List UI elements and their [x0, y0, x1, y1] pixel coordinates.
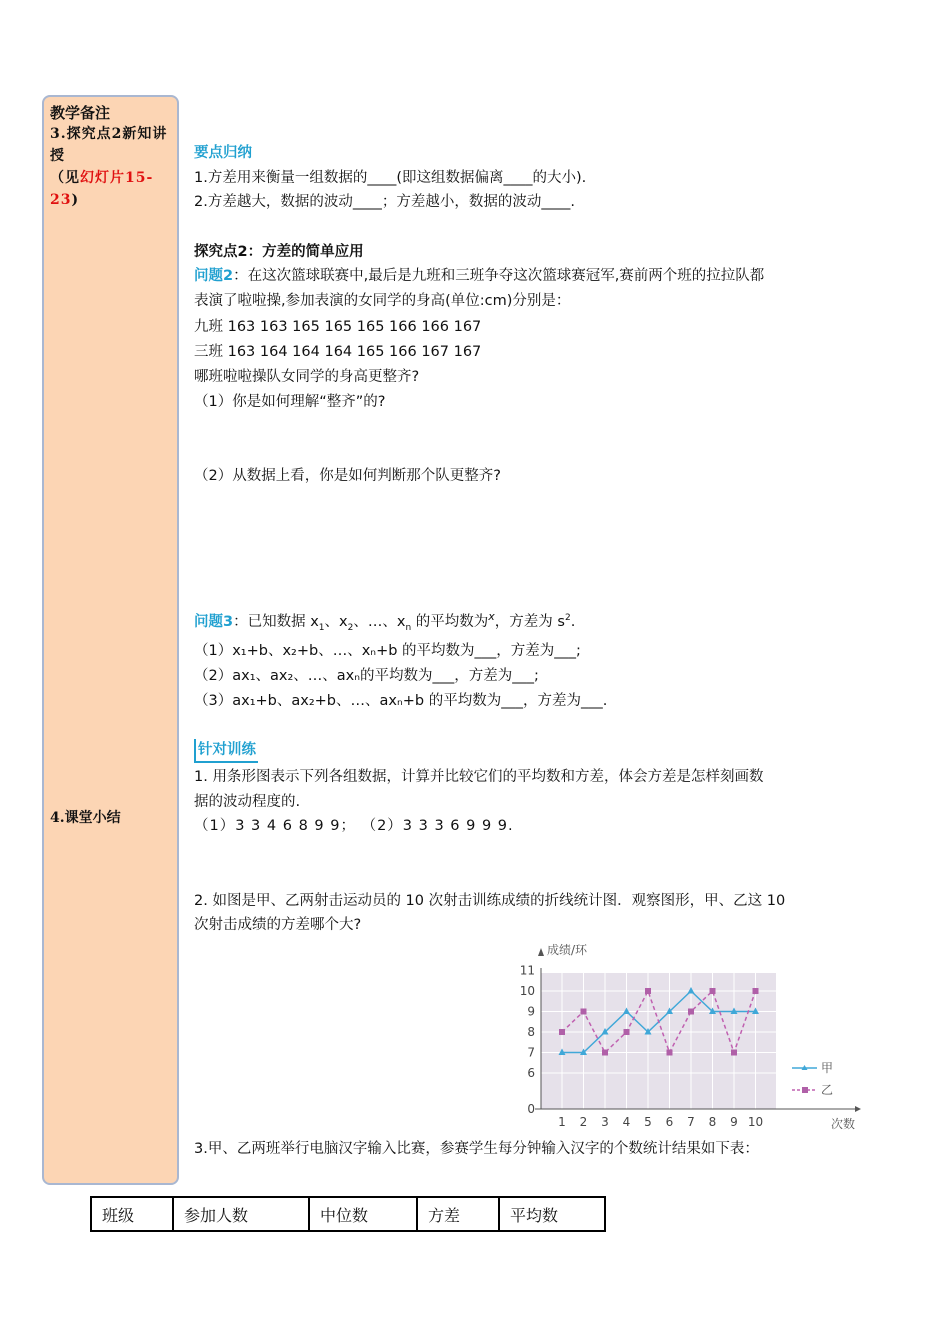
class-3-heights: 三班 163 164 164 164 165 166 167 167	[194, 344, 482, 360]
y-tick-label: 7	[527, 1045, 535, 1060]
data-point-yi	[559, 1029, 565, 1035]
practice-2-line1: 2. 如图是甲、乙两射击运动员的 10 次射击训练成绩的折线统计图．观察图形，甲、乙这 10	[194, 893, 786, 909]
y-tick-label: 10	[519, 984, 535, 998]
question-3-sub2: （2）ax₁、ax₂、…、axₙ的平均数为___，方差为___;	[194, 668, 539, 684]
practice-heading-text: 针对训练	[194, 739, 258, 763]
sidebar-title: 教学备注	[50, 104, 111, 122]
y-tick-label: 11	[519, 963, 535, 978]
x-tick-label: 10	[747, 1115, 764, 1129]
practice-3: 3.甲、乙两班举行电脑汉字输入比赛，参赛学生每分钟输入汉字的个数统计结果如下表：	[194, 1141, 759, 1157]
x-axis-label: 次数	[831, 1117, 856, 1131]
y-axis-label: 成绩/环	[547, 943, 588, 957]
sidebar-item-explore-see: （见	[50, 170, 80, 186]
question-2-sub2: （2）从数据上看，你是如何判断那个队更整齐?	[194, 468, 501, 484]
x-tick-label: 9	[730, 1115, 738, 1129]
legend-label-jia: 甲	[821, 1061, 834, 1075]
table-header-cell: 班级	[91, 1197, 173, 1231]
practice-2-line2: 次射击成绩的方差哪个大?	[194, 917, 362, 933]
table-header-cell: 参加人数	[173, 1197, 309, 1231]
x-tick-label: 3	[601, 1115, 609, 1129]
question-3-sub1: （1）x₁+b、x₂+b、…、xₙ+b 的平均数为___，方差为___;	[194, 643, 581, 659]
class-9-heights: 九班 163 163 165 165 165 166 166 167	[194, 319, 482, 335]
table-header-cell: 平均数	[499, 1197, 605, 1231]
sidebar-item-explore-close: )	[71, 192, 80, 208]
key-points-heading: 要点归纳	[194, 145, 252, 161]
question-2-label: 问题2	[194, 268, 234, 284]
sidebar-item-explore	[50, 123, 178, 211]
key-point-1: 1.方差用来衡量一组数据的____(即这组数据偏离____的大小).	[194, 170, 587, 186]
table-header-cell: 中位数	[309, 1197, 417, 1231]
data-point-yi	[581, 1009, 587, 1015]
table-header-row	[91, 1197, 605, 1231]
x-tick-label: 5	[644, 1115, 652, 1129]
question-2-sub1: （1）你是如何理解“整齐”的?	[194, 394, 386, 410]
data-point-yi	[688, 1009, 694, 1015]
data-point-yi	[645, 988, 651, 994]
question-2-ask: 哪班啦啦操队女同学的身高更整齐?	[194, 369, 420, 385]
y-tick-label: 8	[527, 1025, 535, 1039]
sidebar-item-explore-text: 3.探究点2新知讲授	[50, 126, 168, 164]
y-axis-arrow	[538, 948, 544, 956]
practice-1-line2: 据的波动程度的.	[194, 794, 301, 810]
data-point-yi	[710, 988, 716, 994]
section-heading: 探究点2：方差的简单应用	[194, 244, 364, 260]
question-3-text-a: ：已知数据 x	[233, 614, 319, 630]
question-2-line1	[194, 265, 764, 287]
x-bar-symbol: x	[488, 610, 495, 623]
question-3-text-b: 的平均数为	[415, 614, 489, 630]
practice-heading	[194, 739, 258, 763]
x-tick-label: 6	[665, 1115, 674, 1129]
results-table	[90, 1196, 606, 1232]
question-2-line2: 表演了啦啦操,参加表演的女同学的身高(单位:cm)分别是：	[194, 293, 571, 309]
x-tick-label: 2	[579, 1115, 588, 1129]
practice-1-data: （1）3 3 4 6 8 9 9； （2）3 3 3 6 9 9 9.	[194, 818, 514, 834]
chart-plot-area	[541, 973, 776, 1109]
data-point-yi	[624, 1029, 630, 1035]
teaching-notes-sidebar	[42, 95, 179, 1185]
sidebar-item-summary: 4.课堂小结	[50, 810, 121, 826]
data-point-yi	[731, 1050, 737, 1056]
data-point-yi	[667, 1050, 673, 1056]
question-3-sub3: （3）ax₁+b、ax₂+b、…、axₙ+b 的平均数为___，方差为___.	[194, 693, 608, 709]
x-tick-label: 8	[708, 1115, 717, 1129]
question-3-label: 问题3	[194, 614, 234, 630]
legend-label-yi: 乙	[821, 1083, 834, 1097]
legend-marker-yi	[802, 1087, 808, 1093]
data-point-yi	[753, 988, 759, 994]
y-tick-label: 9	[527, 1004, 535, 1019]
question-2-text: ：在这次篮球联赛中,最后是九班和三班争夺这次篮球赛冠军,赛前两个班的拉拉队都	[233, 268, 765, 284]
x-tick-label: 1	[558, 1115, 566, 1129]
key-point-2: 2.方差越大，数据的波动____；方差越小，数据的波动____.	[194, 194, 575, 210]
table-header-cell: 方差	[417, 1197, 499, 1231]
y-tick-label: 0	[527, 1102, 535, 1116]
y-tick-label: 6	[527, 1066, 535, 1080]
sidebar-slide-ref: 幻灯片15-23	[50, 170, 154, 208]
question-3-text-c: ，方差为 s	[494, 614, 565, 630]
x-tick-label: 4	[622, 1115, 631, 1129]
x-axis-arrow	[855, 1106, 861, 1112]
shooting-score-line-chart	[505, 938, 865, 1138]
practice-1-line1: 1. 用条形图表示下列各组数据，计算并比较它们的平均数和方差，体会方差是怎样刻画数	[194, 769, 764, 785]
data-point-yi	[602, 1050, 608, 1056]
chart-legend	[792, 1061, 833, 1097]
x-tick-label: 7	[687, 1115, 695, 1129]
question-3-stem: 问题3：已知数据 $x_1$、$x_2$、…、$x_n$ 的平均数为$^x$，方差为 $s^2$.	[194, 610, 576, 633]
